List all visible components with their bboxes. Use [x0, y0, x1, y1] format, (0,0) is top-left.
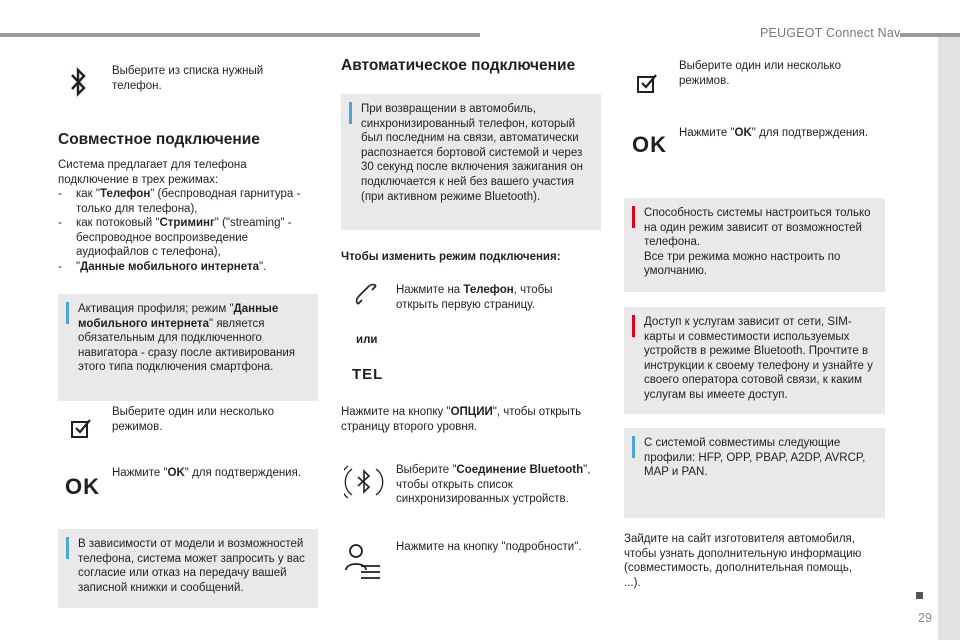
change-mode-subheading: Чтобы изменить режим подключения: [341, 251, 561, 263]
or-label: или [356, 334, 378, 346]
checkbox-icon [70, 417, 92, 439]
details-icon [344, 540, 382, 582]
ok-icon: OK [632, 132, 667, 157]
press-options-text: Нажмите на кнопку "ОПЦИИ", чтобы открыть страницу второго уровня. [341, 406, 582, 433]
info-box-profile-activation [58, 294, 318, 401]
phone-handset-icon [354, 282, 380, 308]
info-box-auto-connection [341, 94, 601, 230]
modes-intro: Система предлагает для телефона подключение в трех режимах: [58, 159, 247, 186]
press-ok-text: Нажмите "OK" для подтверждения. [679, 127, 869, 139]
warning-box-mode [624, 198, 885, 292]
press-details-text: Нажмите на кнопку "подробности". [396, 541, 582, 553]
warning-text: Доступ к услугам зависит от сети, SIM-карты и совместимости используемых устройств в режиме Bluetooth. Прочтите в инструкции к своему телефону и узнайте у своего оператора сотовой связи, к каким услугам вы имеете доступ. [644, 316, 873, 401]
ok-icon: OK [65, 474, 100, 499]
select-bluetooth-text: Выберите "Соединение Bluetooth", чтобы открыть список синхронизированных устройств. [396, 464, 591, 506]
list-item: - "Данные мобильного интернета". [58, 260, 267, 273]
checkbox-icon [636, 72, 658, 94]
info-marker [349, 102, 352, 124]
select-modes-text: Выберите один или несколько режимов. [679, 60, 841, 87]
press-ok-text: Нажмите "OK" для подтверждения. [112, 467, 302, 479]
modes-list [58, 187, 320, 275]
header-rule [0, 33, 480, 37]
section-heading-shared-connection: Совместное подключение [58, 131, 260, 148]
select-phone-text: Выберите из списка нужный телефон. [112, 65, 264, 92]
info-text: При возвращении в автомобиль, синхронизированный телефон, который был последним на связи, автоматически распознается бортовой системой и через 30 секунд после включения зажигания он подключается к ней без вашего участия (при активном режиме Bluetooth). [361, 103, 583, 203]
tel-icon: TEL [352, 366, 384, 383]
warning-marker [632, 206, 635, 228]
list-item: - как "Телефон" (беспроводная гарнитура - только для телефона), [58, 188, 301, 215]
info-text: В зависимости от модели и возможностей телефона, система может запросить у вас согласие или отказ на передачу вашей записной книжки и сообщений. [78, 538, 305, 594]
info-text: Активация профиля; режим "Данные мобильного интернета" является обязательным для подключенного навигатора - сразу после активирования этого типа подключения смартфона. [78, 303, 296, 374]
manufacturer-site-text: Зайдите на сайт изготовителя автомобиля, чтобы узнать дополнительную информацию (совместимость, дополнительная помощь, ...). [624, 533, 862, 589]
page-end-marker [916, 592, 923, 599]
warning-box-services [624, 307, 885, 414]
press-phone-text: Нажмите на Телефон, чтобы открыть первую страницу. [396, 284, 553, 311]
warning-marker [632, 315, 635, 337]
page-header-title: PEUGEOT Connect Nav [760, 26, 901, 40]
page-number: 29 [918, 611, 932, 625]
bluetooth-icon [70, 66, 86, 98]
info-text: С системой совместимы следующие профили: HFP, OPP, PBAP, A2DP, AVRCP, MAP и PAN. [644, 437, 866, 479]
info-marker [66, 302, 69, 324]
list-item: - как потоковый "Стриминг" ("streaming" - беспроводное воспроизведение аудиофайлов с телефона), [58, 217, 292, 259]
info-marker [66, 537, 69, 559]
select-modes-text: Выберите один или несколько режимов. [112, 406, 274, 433]
info-marker [632, 436, 635, 458]
section-heading-auto-connection: Автоматическое подключение [341, 57, 576, 74]
info-box-contacts [58, 529, 318, 608]
bluetooth-connection-icon [344, 463, 384, 503]
page-edge-tab [938, 37, 960, 640]
warning-text: Способность системы настроиться только на один режим зависит от возможностей телефона. Все три режима можно настроить по умолчанию. [644, 207, 871, 278]
info-box-profiles [624, 428, 885, 518]
